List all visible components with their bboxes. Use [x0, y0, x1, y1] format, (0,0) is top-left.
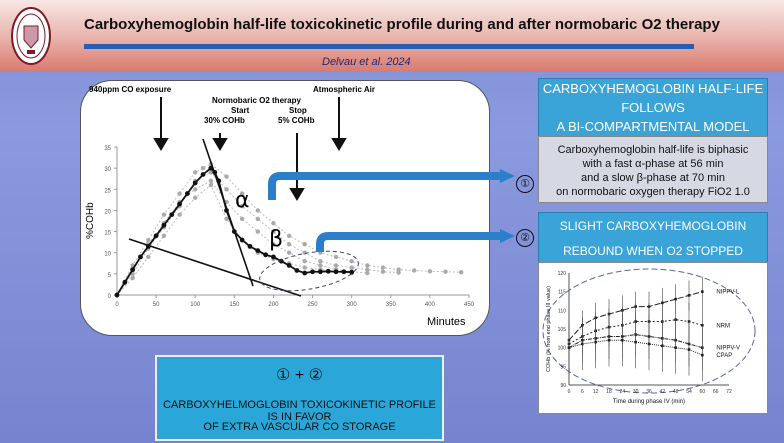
y-tick-label: 5 [107, 272, 111, 279]
x-tick-label: 300 [346, 302, 357, 308]
x-tick-label: 48 [672, 389, 679, 395]
y-axis-label: %COHb [85, 202, 96, 239]
x-tick-label: 200 [268, 302, 279, 308]
conclusion-line-1: CARBOXYHELMOGLOBIN TOXICOKINETIC PROFILE IS IN FAVOR [163, 399, 436, 423]
x-tick-label: 36 [646, 389, 652, 395]
y-tick-label: 0 [107, 294, 111, 300]
x-tick-label: 0 [115, 302, 119, 308]
conclusion-line-2: OF EXTRA VASCULAR CO STORAGE [203, 421, 396, 433]
annotation-exposure: 940ppm CO exposure [89, 85, 172, 94]
annotation-therapy: Normobaric O2 therapy [212, 96, 301, 105]
y-tick-label: 20 [104, 209, 111, 216]
series-label: CPAP [716, 353, 733, 360]
series-label: NRM [716, 323, 731, 330]
y-axis-label: COHb (% from end phase III value) [546, 286, 552, 372]
alpha-label: α [235, 188, 250, 213]
conclusion-box [155, 355, 444, 441]
x-axis-label: Minutes [427, 316, 466, 328]
series-label: NIPPV-V [716, 345, 741, 352]
y-tick-label: 25 [104, 188, 111, 195]
y-tick-label: 105 [557, 327, 566, 333]
rebound-data-point [608, 339, 611, 342]
rebound-data-point [701, 354, 704, 357]
x-tick-label: 100 [190, 302, 201, 308]
finding-1-header-line-1: CARBOXYHEMOGLOBIN HALF-LIFE [542, 81, 764, 96]
x-tick-label: 350 [385, 302, 396, 308]
x-tick-label: 18 [606, 389, 612, 395]
annotation-start: Start [231, 106, 250, 115]
x-tick-label: 42 [659, 389, 666, 395]
finding-1-header-line-2: FOLLOWS [621, 100, 685, 115]
y-tick-label: 120 [557, 271, 566, 277]
x-tick-label: 50 [152, 302, 160, 308]
x-axis-label: Time during phase IV (min) [612, 399, 686, 405]
x-tick-label: 400 [424, 302, 435, 308]
finding-2-header-line-1: SLIGHT CARBOXYHEMOGLOBIN [559, 219, 747, 233]
x-tick-label: 0 [567, 389, 571, 395]
x-tick-label: 6 [580, 389, 584, 395]
rebound-chart-panel [538, 262, 768, 414]
x-tick-label: 30 [632, 389, 639, 395]
y-tick-label: 115 [558, 289, 566, 296]
rebound-data-point [648, 343, 651, 346]
rebound-data-point [581, 343, 584, 346]
rebound-data-point [688, 348, 691, 351]
x-tick-label: 450 [463, 302, 475, 308]
x-tick-label: 60 [699, 389, 706, 395]
x-tick-label: 150 [229, 302, 240, 308]
rebound-data-point [634, 341, 637, 344]
rebound-data-point [674, 298, 677, 301]
finding-1-text-line-4: on normobaric oxygen therapy FiO2 1.0 [556, 186, 750, 198]
step-2-marker: ② [516, 229, 534, 247]
series-label: NIPPV-L [716, 289, 740, 296]
y-tick-label: 90 [560, 383, 566, 389]
y-tick-label: 35 [104, 146, 111, 152]
x-tick-label: 12 [592, 389, 599, 395]
rebound-chart [539, 263, 767, 413]
y-tick-label: 110 [558, 308, 566, 315]
rebound-data-point [594, 341, 597, 344]
rebound-data-point [688, 294, 691, 297]
finding-2-header [538, 212, 768, 264]
finding-1-text-line-2: with a fast α-phase at 56 min [582, 158, 724, 170]
conclusion-markers: ① + ② [276, 367, 323, 384]
rebound-data-point [674, 346, 677, 349]
page-title: Carboxyhemoglobin half-life toxicokinetic profile during and after normobaric O2 therapy [84, 16, 720, 33]
rebound-data-point [661, 345, 664, 348]
beta-label: β [269, 227, 284, 252]
finding-1-body [538, 136, 768, 203]
step-1-marker: ① [516, 175, 534, 193]
finding-1-header-line-3: A BI-COMPARTMENTAL MODEL [556, 119, 750, 134]
x-tick-label: 250 [307, 302, 318, 308]
x-tick-label: 66 [712, 389, 719, 395]
finding-1-text-line-1: Carboxyhemoglobin half-life is biphasic [557, 144, 749, 156]
x-tick-label: 72 [726, 389, 732, 395]
y-tick-label: 30 [104, 167, 111, 174]
rebound-data-point [621, 339, 624, 342]
rebound-data-point [568, 346, 571, 349]
finding-1-header [538, 78, 768, 138]
citation: Delvau et al. 2024 [322, 56, 411, 68]
annotation-air: Atmospheric Air [313, 85, 375, 94]
y-tick-label: 10 [104, 251, 111, 258]
x-tick-label: 24 [619, 389, 626, 395]
x-tick-label: 54 [686, 389, 692, 395]
y-tick-label: 95 [560, 364, 566, 371]
y-tick-label: 100 [557, 345, 566, 352]
annotation-start-cohb: 30% COHb [204, 116, 245, 125]
finding-1-text-line-3: and a slow β-phase at 70 min [581, 172, 725, 184]
annotation-stop: Stop [289, 106, 307, 115]
y-tick-label: 15 [104, 230, 111, 237]
finding-2-header-line-2: REBOUND WHEN O2 STOPPED [563, 244, 743, 258]
annotation-stop-cohb: 5% COHb [278, 116, 315, 125]
rebound-data-point [701, 290, 704, 293]
